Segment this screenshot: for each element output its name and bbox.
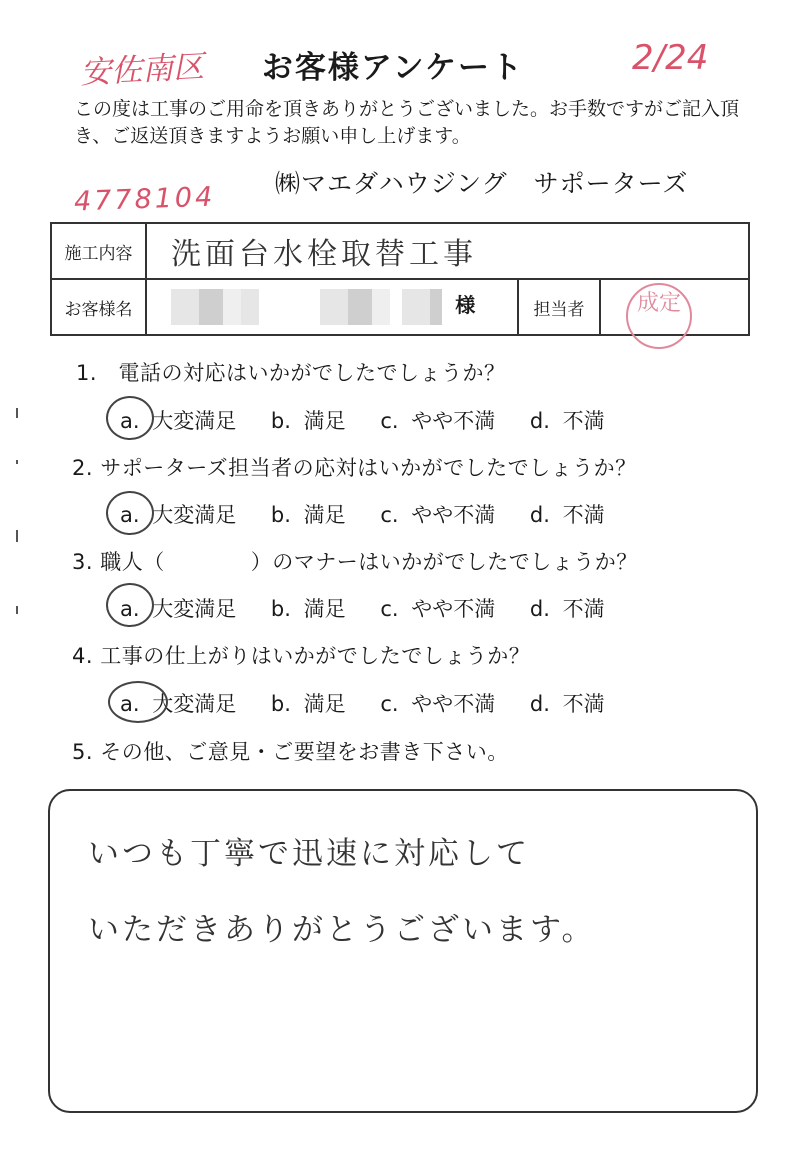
page-title: お客様アンケート [261, 50, 525, 86]
option-c[interactable]: c. やや不満 [380, 692, 496, 716]
question-5: 5. その他、ご意見・ご要望をお書き下さい。 [72, 740, 509, 764]
ward-annotation: 安佐南区 [79, 48, 206, 92]
option-d[interactable]: d. 不満 [529, 409, 605, 433]
intro-text: この度は工事のご用命を頂きありがとうございました。お手数ですがご記入頂き、ご返送頂きますようお願い申し上げます。 [74, 98, 740, 147]
options-1 [120, 405, 627, 435]
redacted-name [402, 289, 442, 325]
options-3 [120, 593, 627, 623]
option-a[interactable]: a. 大変満足 [120, 597, 237, 621]
work-label: 施工内容 [51, 223, 146, 279]
work-value: 洗面台水栓取替工事 [171, 237, 477, 272]
scan-mark [16, 530, 18, 542]
question-1: 1. 電話の対応はいかがでしたでしょうか？ [76, 361, 506, 385]
comment-line-1: いつも丁寧で迅速に対応して [88, 836, 530, 872]
options-2 [120, 499, 627, 529]
company-name: ㈱マエダハウジング サポーターズ [275, 169, 689, 198]
option-a[interactable]: a. 大変満足 [120, 692, 237, 716]
selection-circle [106, 396, 154, 440]
customer-name-cell[interactable] [146, 279, 518, 335]
question-2: 2. サポーターズ担当者の応対はいかがでしたでしょうか？ [72, 456, 637, 480]
option-b[interactable]: b. 満足 [270, 692, 346, 716]
option-d[interactable]: d. 不満 [529, 597, 605, 621]
selection-circle [108, 681, 168, 723]
selection-circle [106, 583, 154, 627]
option-d[interactable]: d. 不満 [529, 692, 605, 716]
option-a[interactable]: a. 大変満足 [120, 409, 237, 433]
staff-stamp: 成定 [626, 283, 692, 349]
redacted-name [171, 289, 259, 325]
honorific: 様 [455, 293, 476, 317]
scan-mark [16, 408, 18, 418]
comment-line-2: いただきありがとうございます。 [88, 912, 596, 948]
option-d[interactable]: d. 不満 [529, 503, 605, 527]
question-4: 4. 工事の仕上がりはいかがでしたでしょうか？ [72, 644, 531, 668]
staff-label: 担当者 [518, 279, 600, 335]
selection-circle [106, 491, 154, 535]
option-b[interactable]: b. 満足 [270, 409, 346, 433]
option-c[interactable]: c. やや不満 [380, 503, 496, 527]
date-annotation: 2/24 [632, 38, 709, 78]
code-annotation: 4778104 [73, 181, 216, 218]
option-c[interactable]: c. やや不満 [380, 597, 496, 621]
customer-label: お客様名 [51, 279, 146, 335]
option-a[interactable]: a. 大変満足 [120, 503, 237, 527]
redacted-name [320, 289, 390, 325]
scan-mark [16, 460, 18, 464]
option-b[interactable]: b. 満足 [270, 503, 346, 527]
question-3: 3. 職人（ ）のマナーはいかがでしたでしょうか？ [72, 550, 638, 574]
work-value-cell[interactable] [146, 223, 749, 279]
options-4 [120, 688, 627, 718]
scan-mark [16, 606, 18, 614]
option-c[interactable]: c. やや不満 [380, 409, 496, 433]
option-b[interactable]: b. 満足 [270, 597, 346, 621]
